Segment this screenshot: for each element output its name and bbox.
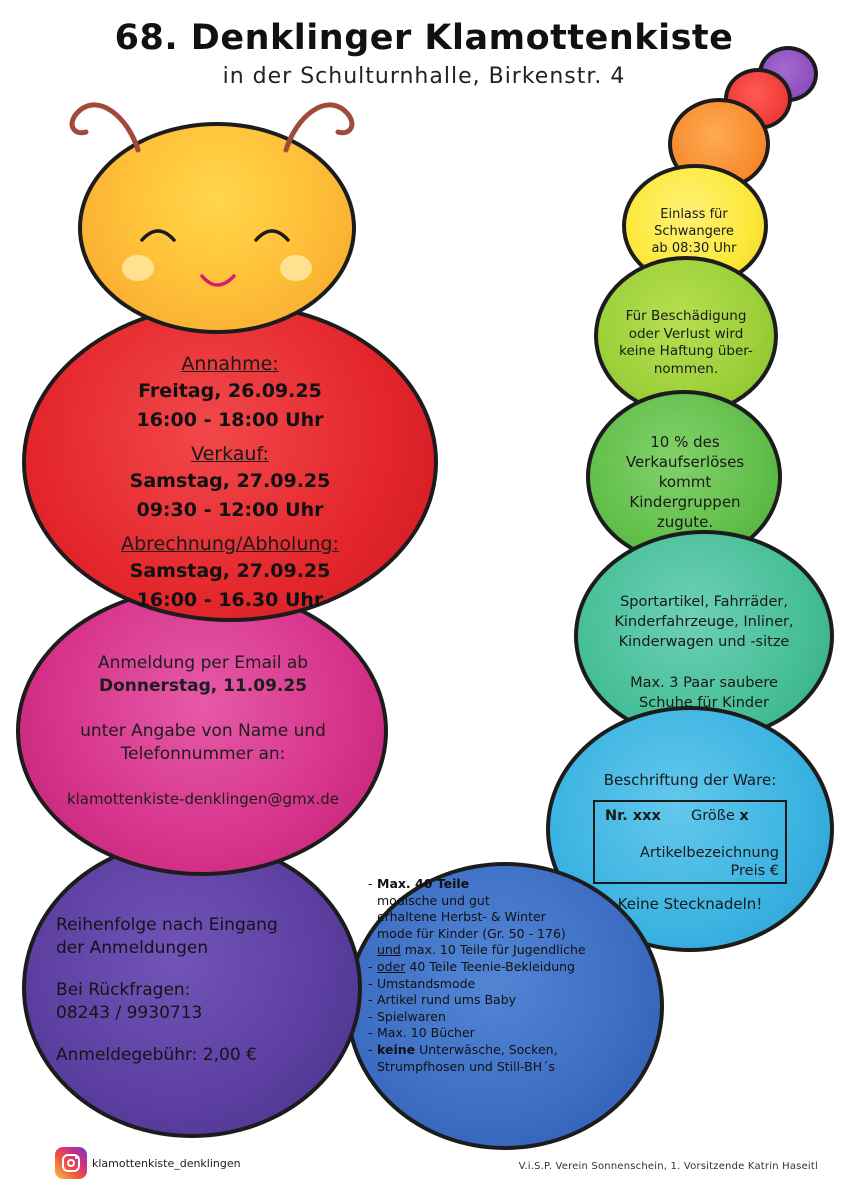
registration-line3: Telefonnummer an: bbox=[120, 744, 286, 764]
instagram-icon[interactable] bbox=[55, 1147, 87, 1179]
shoes-line2: Schuhe für Kinder bbox=[639, 695, 769, 711]
donation-line: zugute. bbox=[656, 513, 714, 531]
labeling-heading: Beschriftung der Ware: bbox=[603, 771, 777, 789]
donation-block bbox=[612, 432, 758, 532]
donation-line: 10 % des bbox=[650, 433, 720, 451]
caterpillar-face-icon bbox=[78, 122, 356, 334]
list-item: - Max. 40 Teile bbox=[368, 876, 470, 891]
page-subtitle: in der Schulturnhalle, Birkenstr. 4 bbox=[222, 64, 626, 89]
registration-fee: Anmeldegebühr: 2,00 € bbox=[56, 1045, 257, 1065]
registration-line2: unter Angabe von Name und bbox=[80, 721, 326, 741]
sports-line2: Kinderfahrzeuge, Inliner, bbox=[614, 614, 794, 630]
list-item: - Artikel rund ums Baby bbox=[368, 992, 517, 1008]
page-title: 68. Denklinger Klamottenkiste bbox=[114, 18, 734, 58]
donation-line: Verkaufserlöses bbox=[625, 453, 745, 471]
order-line2: der Anmeldungen bbox=[56, 938, 209, 958]
registration-line1: Anmeldung per Email ab bbox=[97, 653, 309, 673]
annahme-label: Annahme: bbox=[181, 353, 279, 375]
list-item: Strumpfhosen und Still-BH´s bbox=[377, 1058, 555, 1074]
list-item: mode für Kinder (Gr. 50 - 176) bbox=[377, 925, 566, 941]
label-article: Artikelbezeichnung Preis € bbox=[639, 845, 779, 879]
list-item: - Spielwaren bbox=[368, 1008, 446, 1024]
sports-line1: Sportartikel, Fahrräder, bbox=[620, 594, 788, 610]
liability-line: Für Beschädigung bbox=[625, 308, 747, 324]
list-item: erhaltene Herbst- & Winter bbox=[377, 909, 546, 925]
list-item: - Max. 10 Bücher bbox=[368, 1025, 475, 1041]
phone-number: 08243 / 9930713 bbox=[56, 1003, 203, 1023]
liability-line: oder Verlust wird bbox=[628, 325, 744, 342]
donation-line: kommt bbox=[658, 473, 712, 491]
list-item: - oder 40 Teile Teenie-Bekleidung bbox=[368, 958, 575, 974]
pregnant-line: Schwangere bbox=[654, 224, 734, 239]
registration-email-link[interactable]: klamottenkiste-denklingen@gmx.de bbox=[66, 790, 340, 808]
donation-line: Kindergruppen bbox=[629, 493, 741, 511]
no-pins-note: Keine Stecknadeln! bbox=[617, 895, 763, 913]
pregnant-entry-block bbox=[634, 206, 754, 257]
sports-block bbox=[594, 592, 814, 713]
instagram-handle[interactable]: klamottenkiste_denklingen bbox=[92, 1157, 241, 1170]
label-number: Nr. xxx bbox=[605, 808, 661, 824]
abrechnung-label: Abrechnung/Abholung: bbox=[121, 533, 339, 555]
verkauf-day: Samstag, 27.09.25 bbox=[129, 470, 331, 492]
registration-block bbox=[30, 652, 376, 811]
abrechnung-time: 16:00 - 16.30 Uhr bbox=[136, 589, 324, 611]
list-item: - Umstandsmode bbox=[368, 975, 476, 991]
verkauf-label: Verkauf: bbox=[191, 443, 269, 465]
annahme-day: Freitag, 26.09.25 bbox=[138, 380, 322, 402]
list-item: modische und gut bbox=[377, 892, 490, 908]
organizer-credit: V.i.S.P. Verein Sonnenschein, 1. Vorsitzende Katrin Haseitl bbox=[518, 1161, 818, 1172]
shoes-line1: Max. 3 Paar saubere bbox=[630, 675, 778, 691]
liability-line: nommen. bbox=[653, 360, 719, 377]
order-line1: Reihenfolge nach Eingang bbox=[56, 915, 278, 935]
liability-block bbox=[604, 308, 768, 378]
verkauf-time: 09:30 - 12:00 Uhr bbox=[136, 499, 324, 521]
label-size: Größe x bbox=[691, 808, 749, 824]
pregnant-line: Einlass für bbox=[660, 207, 728, 222]
questions-label: Bei Rückfragen: bbox=[56, 980, 191, 1000]
list-item: - keine Unterwäsche, Socken, bbox=[368, 1041, 558, 1057]
abrechnung-day: Samstag, 27.09.25 bbox=[129, 560, 331, 582]
liability-line: keine Haftung über- bbox=[619, 343, 753, 359]
labeling-block bbox=[572, 770, 808, 914]
schedule-block bbox=[40, 345, 420, 615]
pregnant-line: ab 08:30 Uhr bbox=[651, 241, 737, 256]
info-block bbox=[56, 914, 346, 1086]
sports-line3: Kinderwagen und -sitze bbox=[618, 634, 790, 650]
label-example-box bbox=[593, 800, 787, 884]
annahme-time: 16:00 - 18:00 Uhr bbox=[136, 409, 324, 431]
list-item: und max. 10 Teile für Jugendliche bbox=[377, 942, 586, 958]
registration-date: Donnerstag, 11.09.25 bbox=[98, 676, 308, 696]
